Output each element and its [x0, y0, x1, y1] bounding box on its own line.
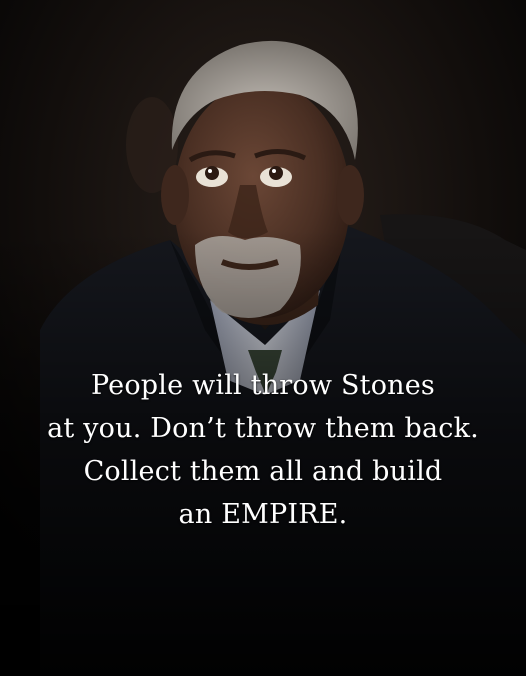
quote-line-1: People will throw Stones [91, 370, 435, 401]
quote-line-2: at you. Don’t throw them back. [47, 413, 479, 444]
quote-text [0, 364, 526, 536]
quote-line-3: Collect them all and build [83, 456, 443, 487]
quote-line-4: an EMPIRE. [178, 499, 348, 530]
